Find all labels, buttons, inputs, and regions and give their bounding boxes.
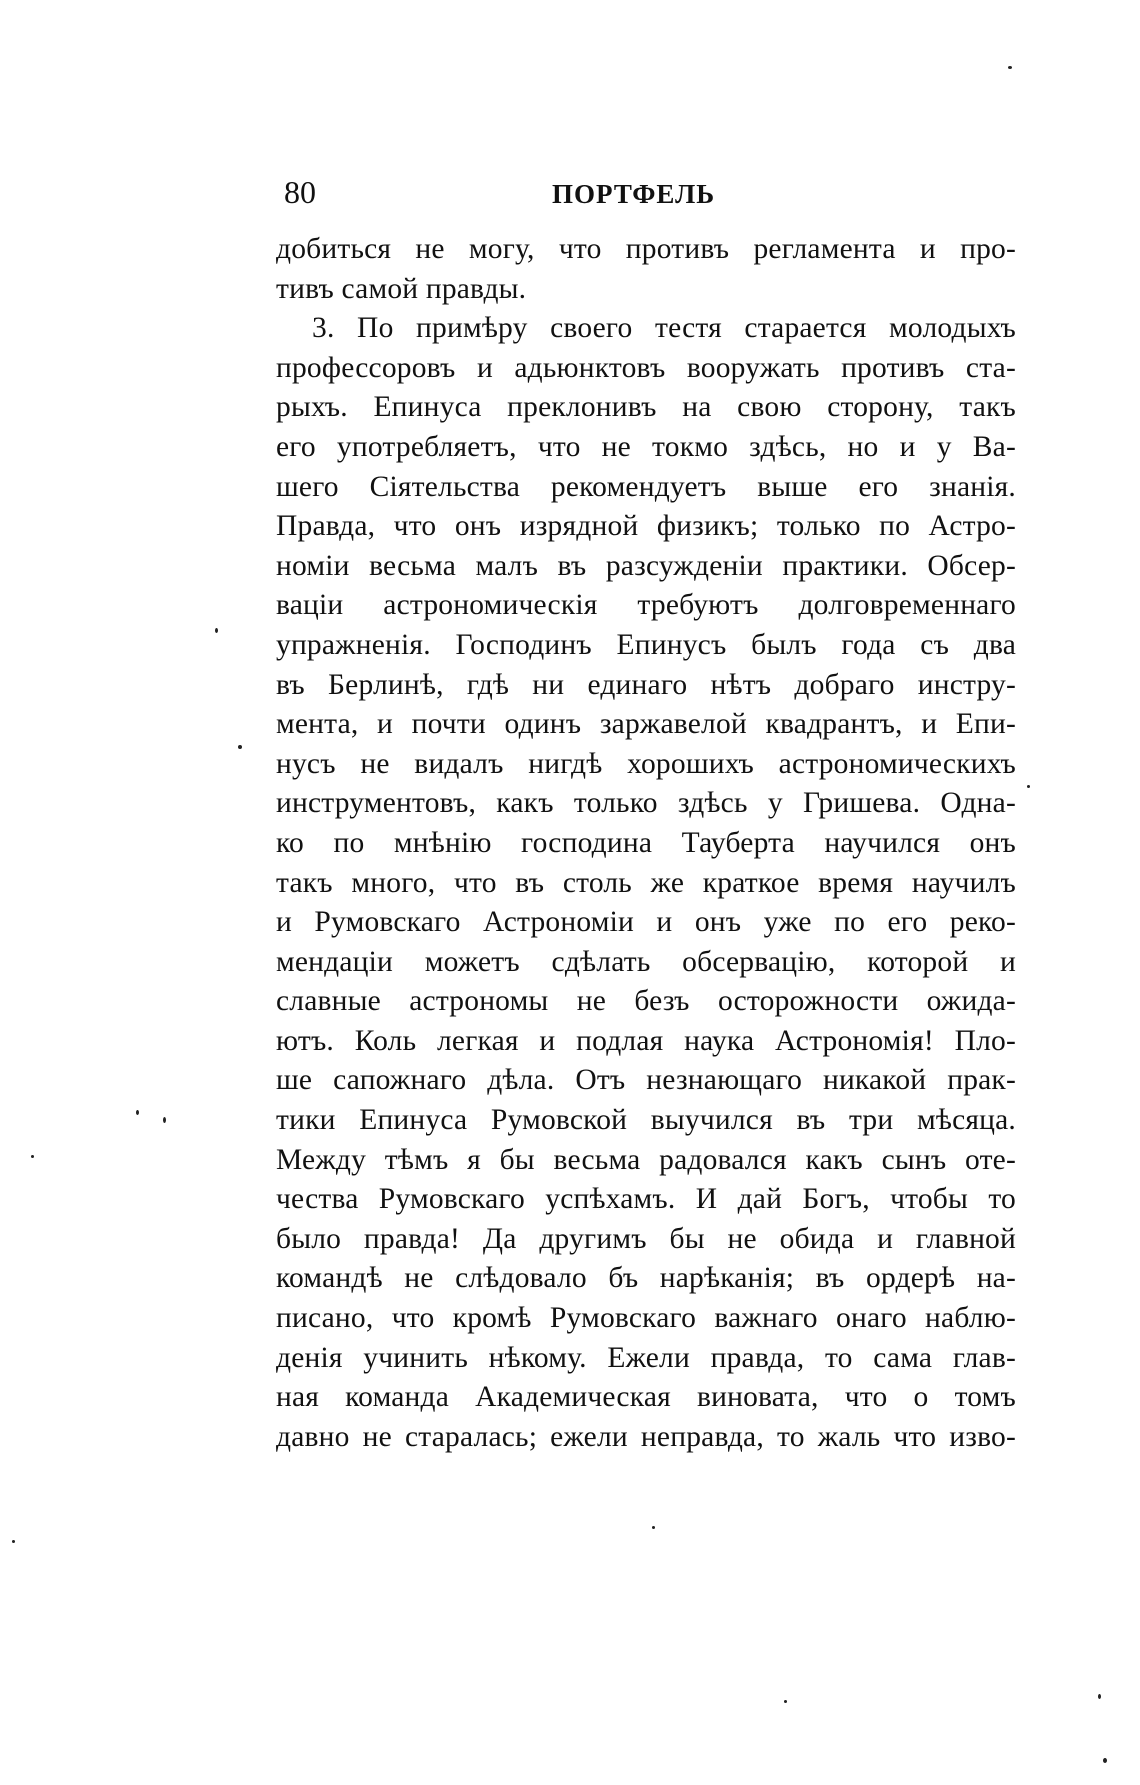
text-line: Между тѣмъ я бы весьма радовался какъ сынъ оте- xyxy=(276,1143,1016,1176)
scan-speck xyxy=(784,1700,787,1703)
text-line: ко по мнѣнію господина Тауберта научился онъ xyxy=(276,826,1016,859)
text-line: рыхъ. Епинуса преклонивъ на свою сторону, такъ xyxy=(276,391,1016,424)
text-line: тивъ самой правды. xyxy=(276,272,527,305)
text-line: такъ много, что въ столь же краткое время научилъ xyxy=(276,866,1016,899)
text-line: въ Берлинѣ, гдѣ ни единаго нѣтъ добраго инстру- xyxy=(276,668,1016,701)
text-line: добиться не могу, что противъ регламента и про- xyxy=(276,233,1016,265)
text-line: давно не старалась; ежели неправда, то жаль что изво- xyxy=(276,1420,1016,1453)
text-line: писано, что кромѣ Румовскаго важнаго онаго наблю- xyxy=(276,1302,1016,1335)
text-line: ваціи астрономическія требуютъ долговременнаго xyxy=(276,589,1016,622)
text-line: денія учинить нѣкому. Ежели правда, то сама глав- xyxy=(276,1341,1016,1374)
scan-speck xyxy=(1008,66,1012,69)
text-line: чества Румовскаго успѣхамъ. И дай Богъ, чтобы то xyxy=(276,1183,1016,1216)
text-line: номіи весьма малъ въ разсужденіи практики. Обсер- xyxy=(276,549,1016,582)
page-header xyxy=(284,172,1020,222)
text-line: тики Епинуса Румовской выучился въ три мѣсяца. xyxy=(276,1104,1016,1137)
text-line: шего Сіятельства рекомендуетъ выше его знанія. xyxy=(276,470,1016,503)
scan-speck xyxy=(136,1110,139,1115)
scan-speck xyxy=(12,1540,15,1543)
scan-speck xyxy=(652,1526,655,1529)
running-head: ПОРТФЕЛЬ xyxy=(552,179,716,209)
text-line: мендаціи можетъ сдѣлать обсервацію, которой и xyxy=(276,945,1016,978)
scan-speck xyxy=(163,1117,166,1123)
text-line: инструментовъ, какъ только здѣсь у Гришева. Одна- xyxy=(276,787,1016,820)
text-line: его употребляетъ, что не токмо здѣсь, но и у Ва- xyxy=(276,430,1016,463)
scan-speck xyxy=(238,745,242,749)
text-line: ютъ. Коль легкая и подлая наука Астрономія! Пло- xyxy=(276,1024,1016,1057)
text-line: Правда, что онъ изрядной физикъ; только по Астро- xyxy=(276,510,1016,543)
body-text xyxy=(276,230,1016,1457)
text-line: славные астрономы не безъ осторожности ожида- xyxy=(276,985,1016,1018)
text-line: командѣ не слѣдовало бъ нарѣканія; въ ордерѣ на- xyxy=(276,1262,1016,1295)
text-line: ная команда Академическая виновата, что о томъ xyxy=(276,1381,1016,1414)
text-line: упражненія. Господинъ Епинусъ былъ года съ два xyxy=(276,628,1016,661)
scan-speck xyxy=(1098,1694,1101,1699)
text-line: профессоровъ и адьюнктовъ вооружать противъ ста- xyxy=(276,351,1016,384)
scan-speck xyxy=(1027,785,1030,788)
scan-speck xyxy=(215,628,218,633)
page-number: 80 xyxy=(284,174,316,210)
text-line: было правда! Да другимъ бы не обида и главной xyxy=(276,1222,1016,1255)
text-line: нусъ не видалъ нигдѣ хорошихъ астрономическихъ xyxy=(276,747,1016,780)
paragraph-start-line: 3. По примѣру своего тестя старается молодыхъ xyxy=(312,312,1016,345)
text-line: и Румовскаго Астрономіи и онъ уже по его реко- xyxy=(276,906,1016,939)
text-line: ше сапожнаго дѣла. Отъ незнающаго никакой прак- xyxy=(276,1064,1016,1097)
scan-speck xyxy=(1103,1758,1107,1763)
text-line: мента, и почти одинъ заржавелой квадрантъ, и Епи- xyxy=(276,708,1016,741)
scan-speck xyxy=(31,1155,34,1158)
